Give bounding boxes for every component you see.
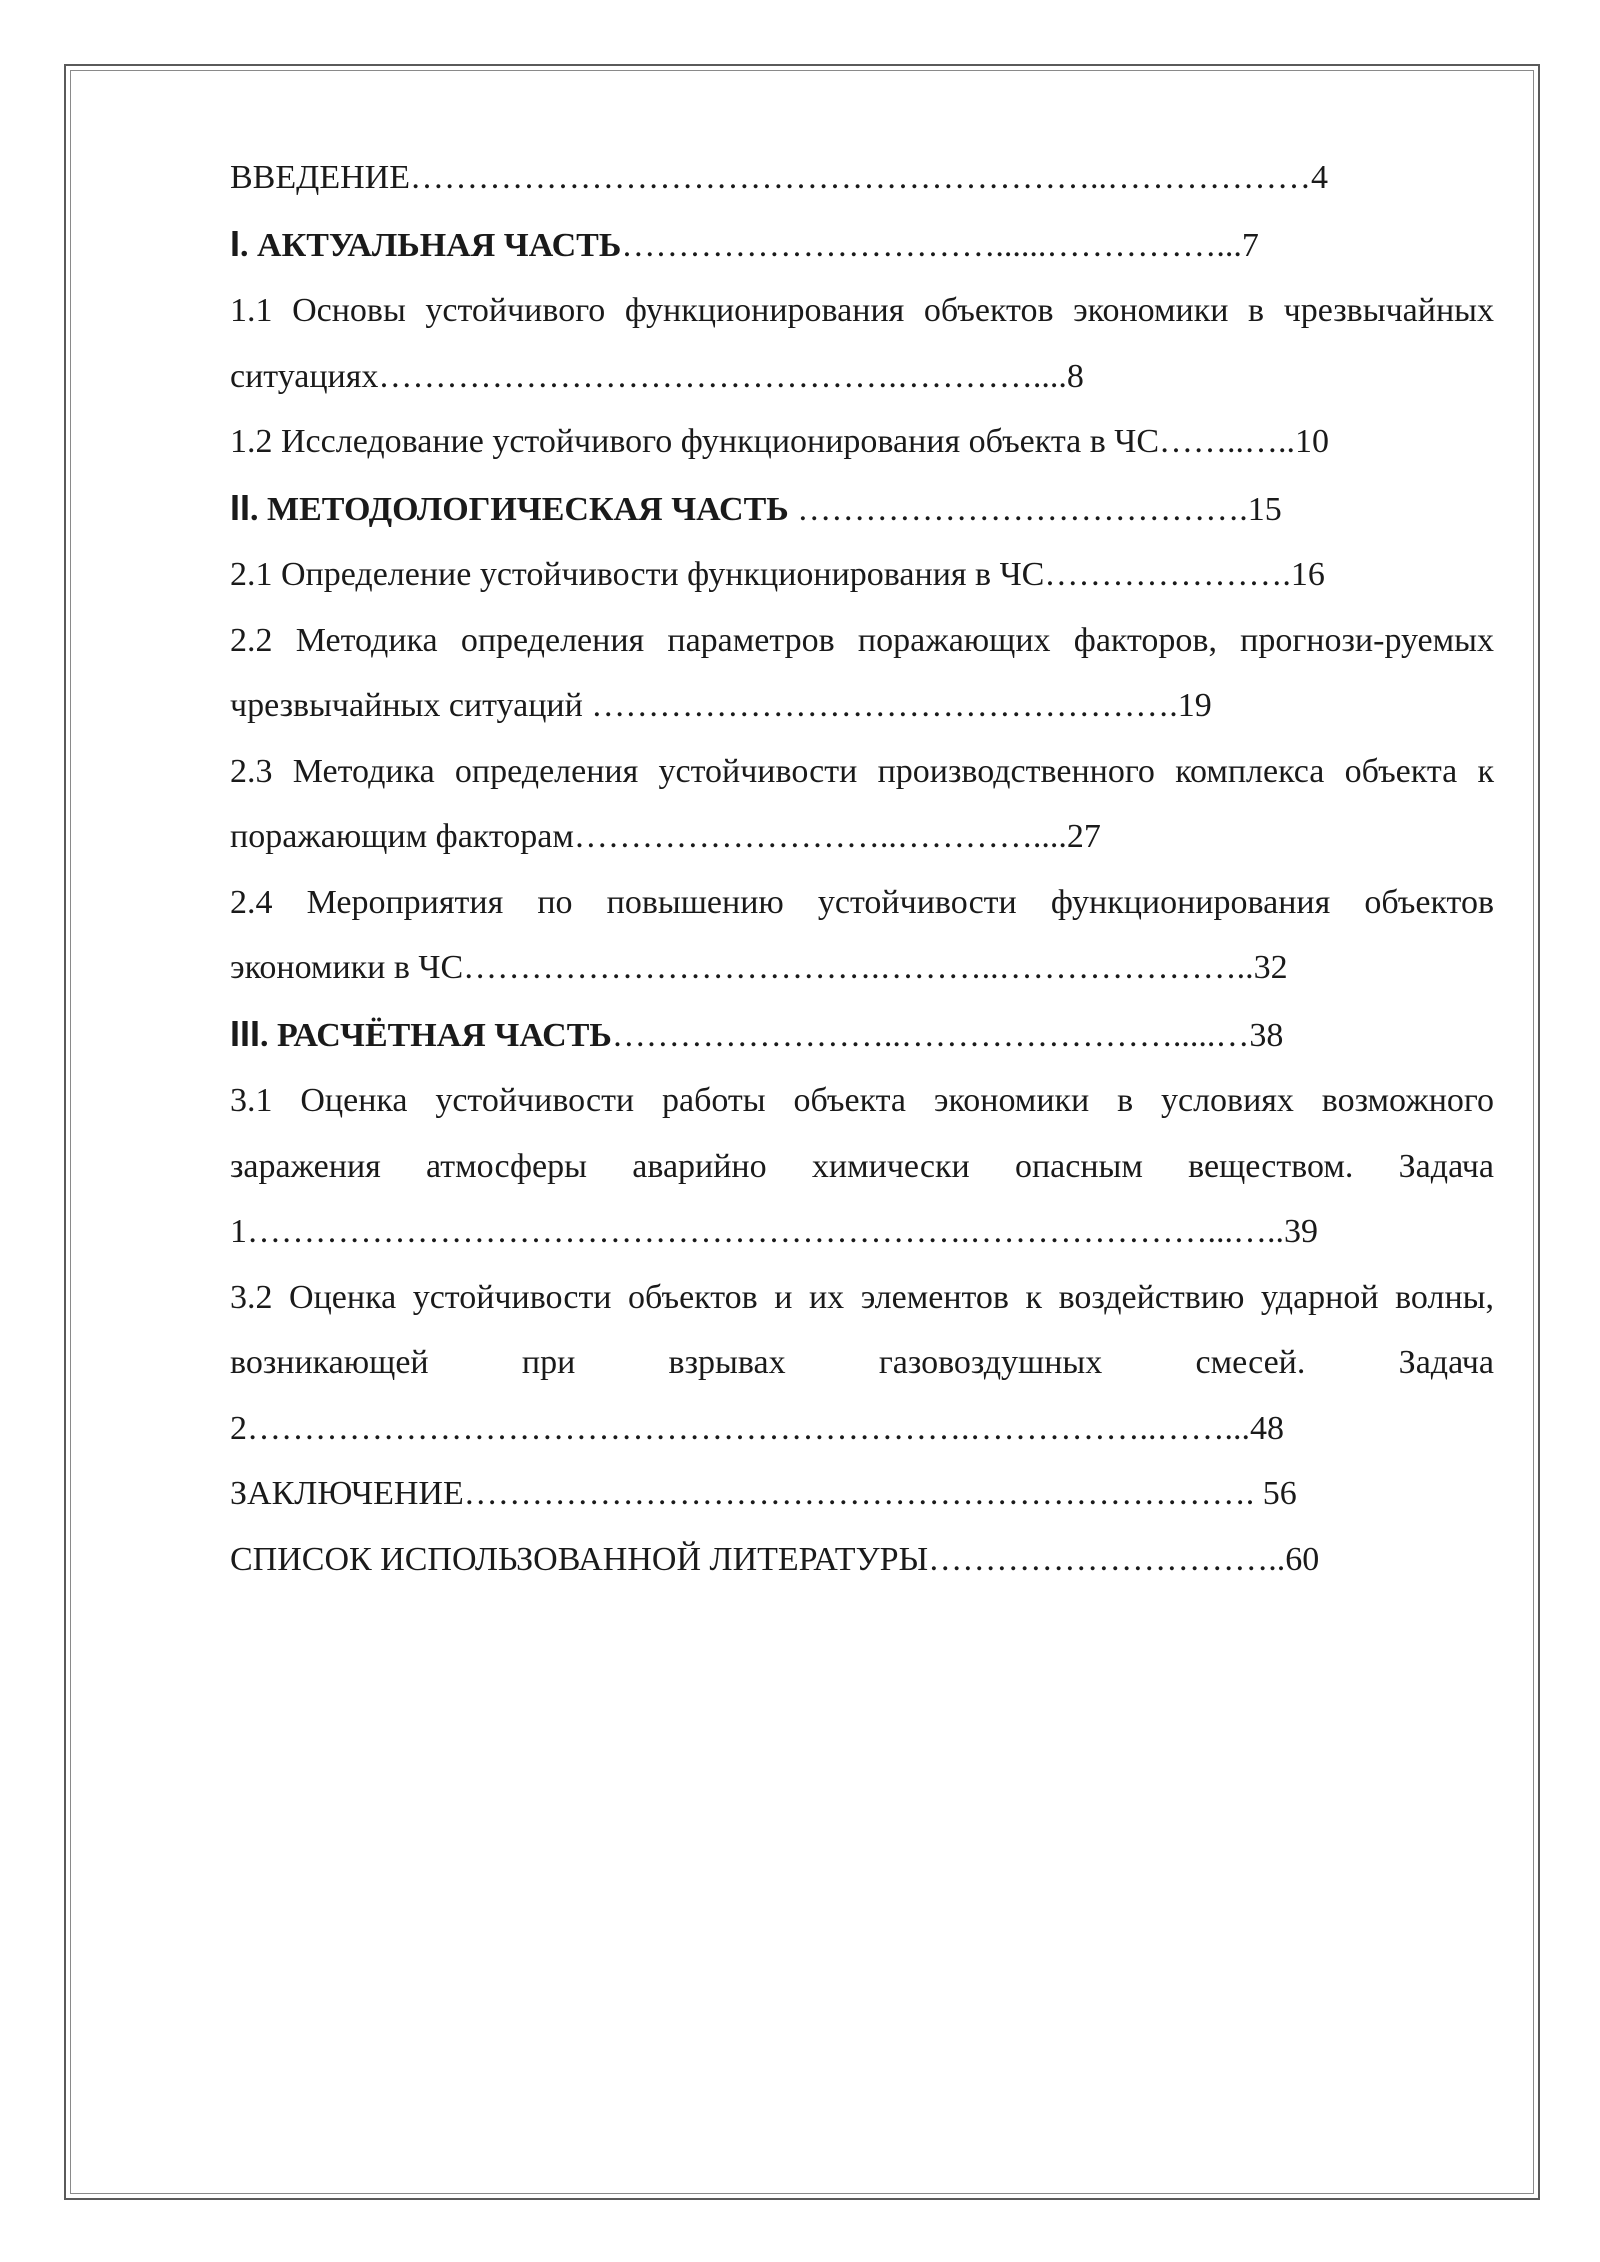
toc-entry-3-1[interactable]: [230, 1068, 1494, 1265]
toc-entry-1-2[interactable]: [230, 409, 1494, 475]
toc-part-leader: ……………………………......……………...7: [621, 226, 1259, 264]
toc-part-numeral: I: [230, 222, 241, 264]
toc-entry-1-1[interactable]: [230, 278, 1494, 409]
toc-entry-label: 2.2 Методика определения параметров поражающих факторов, прогнози-руемых чрезвычайных ситуаций …………………………………………….19: [230, 621, 1494, 724]
toc-entry-label: 3.1 Оценка устойчивости работы объекта экономики в условиях возможного заражения атмосферы аварийно химически опасным веществом. Задача 1……………………………………………………….…………………...…..39: [230, 1082, 1494, 1250]
toc-entry-label: 1.1 Основы устойчивого функционирования объектов экономики в чрезвычайных ситуациях……………………………………….…………....8: [230, 292, 1494, 395]
toc-entry-label: ЗАКЛЮЧЕНИЕ……………………………………………………………. 56: [230, 1475, 1297, 1512]
toc-entry-label: 2.1 Определение устойчивости функционирования в ЧС………………….16: [230, 556, 1325, 593]
toc-entry-2-1[interactable]: [230, 542, 1494, 608]
toc-part-leader: ………………………………….15: [788, 490, 1282, 528]
toc-entry-2-3[interactable]: [230, 739, 1494, 870]
toc-entry-conclusion[interactable]: [230, 1461, 1494, 1527]
toc-part-leader: ……………………..…………………….....…38: [611, 1016, 1284, 1054]
toc-entry-2-2[interactable]: [230, 608, 1494, 739]
toc-part-title: . АКТУАЛЬНАЯ ЧАСТЬ: [240, 226, 622, 264]
toc-entry-references[interactable]: [230, 1527, 1494, 1593]
toc-entry-label: 3.2 Оценка устойчивости объектов и их элементов к воздействию ударной волны, возникающей при взрывах газовоздушных смесей. Задача 2……………………………………………………….……………..……...48: [230, 1278, 1494, 1447]
toc-entry-3-2[interactable]: [230, 1265, 1494, 1462]
toc-part-numeral: III: [230, 1012, 261, 1054]
toc-entry-2-4[interactable]: [230, 870, 1494, 1001]
toc-entry-label: 2.4 Мероприятия по повышению устойчивости функционирования объектов экономики в ЧС……………………………….………..…………………..32: [230, 883, 1494, 986]
toc-entry-part-3[interactable]: [230, 1001, 1494, 1069]
toc-part-title: . МЕТОДОЛОГИЧЕСКАЯ ЧАСТЬ: [250, 490, 789, 528]
toc-entry-introduction[interactable]: [230, 145, 1494, 211]
toc-entry-label: ВВЕДЕНИЕ……………………………………………………..………………4: [230, 159, 1328, 196]
toc-entry-part-2[interactable]: [230, 475, 1494, 543]
toc-part-title: . РАСЧЁТНАЯ ЧАСТЬ: [260, 1016, 612, 1054]
toc-part-numeral: II: [230, 486, 251, 528]
toc-entry-part-1[interactable]: [230, 211, 1494, 279]
toc-entry-label: 2.3 Методика определения устойчивости производственного комплекса объекта к поражающим факторам………………………..…………....27: [230, 752, 1494, 855]
toc-entry-label: 1.2 Исследование устойчивого функционирования объекта в ЧС……..…..10: [230, 423, 1330, 460]
toc-entry-label: СПИСОК ИСПОЛЬЗОВАННОЙ ЛИТЕРАТУРЫ…………………………..60: [230, 1540, 1320, 1578]
table-of-contents: [230, 145, 1494, 1592]
